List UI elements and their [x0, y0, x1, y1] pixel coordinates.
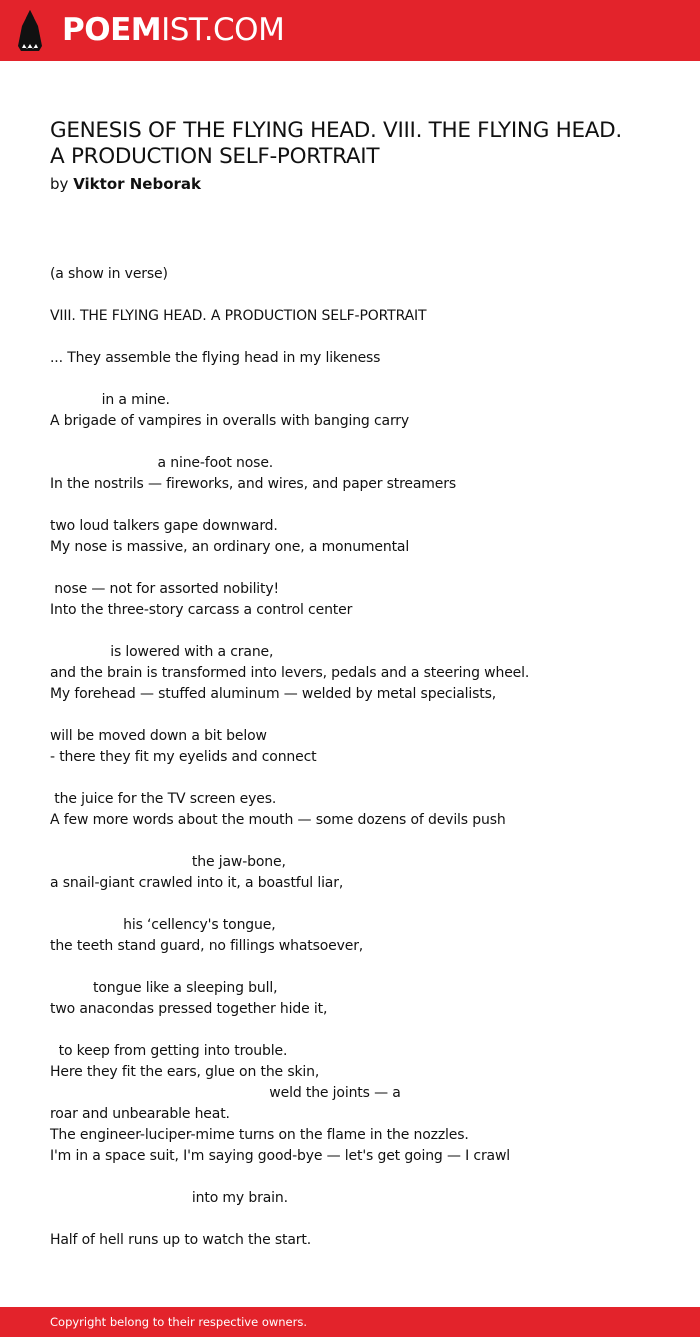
poem-title-line2: A PRODUCTION SELF-PORTRAIT: [50, 144, 380, 169]
poem-body: [50, 243, 680, 1251]
poem-line: a snail-giant crawled into it, a boastful liar,: [50, 875, 344, 891]
poem-line: into my brain.: [50, 1190, 288, 1206]
poem-line: the teeth stand guard, no fillings whatsoever,: [50, 938, 364, 954]
poem-line: [50, 327, 680, 348]
poem-line: to keep from getting into trouble.: [50, 1043, 288, 1059]
poem-line: [50, 285, 680, 306]
poem-title-line1: GENESIS OF THE FLYING HEAD. VIII. THE FLYING HEAD.: [50, 118, 622, 143]
copyright-text: Copyright belong to their respective owners.: [50, 1315, 308, 1329]
poem-line: [50, 1209, 680, 1230]
poem-line: two anacondas pressed together hide it,: [50, 1001, 328, 1017]
poem-line: [50, 1167, 680, 1188]
by-label: by: [50, 175, 69, 193]
poem-line: tongue like a sleeping bull,: [50, 980, 278, 996]
logo-bold-text: POEM: [62, 12, 162, 48]
poem-line: [50, 768, 680, 789]
poem-line: My forehead — stuffed aluminum — welded by metal specialists,: [50, 686, 497, 702]
site-footer: [0, 1307, 700, 1337]
byline: [50, 174, 201, 194]
poem-line: [50, 957, 680, 978]
poem-line: [50, 705, 680, 726]
poem-line: [50, 831, 680, 852]
poem-line: in a mine.: [50, 392, 170, 408]
poem-line: the jaw-bone,: [50, 854, 286, 870]
poem-line: VIII. THE FLYING HEAD. A PRODUCTION SELF-PORTRAIT: [50, 308, 427, 324]
site-header: [0, 0, 700, 61]
poem-line: A few more words about the mouth — some dozens of devils push: [50, 812, 506, 828]
poem-line: Into the three-story carcass a control center: [50, 602, 353, 618]
poem-line: [50, 495, 680, 516]
poem-title: [50, 118, 670, 170]
pencil-logo-icon[interactable]: [18, 10, 42, 51]
poem-line: - there they fit my eyelids and connect: [50, 749, 317, 765]
author-name[interactable]: Viktor Neborak: [73, 175, 202, 193]
poem-line: will be moved down a bit below: [50, 728, 267, 744]
poem-line: [50, 369, 680, 390]
poem-line: I'm in a space suit, I'm saying good-bye — let's get going — I crawl: [50, 1148, 511, 1164]
poem-line: Here they fit the ears, glue on the skin,: [50, 1064, 320, 1080]
poem-line: (a show in verse): [50, 266, 168, 282]
poem-line: In the nostrils — fireworks, and wires, and paper streamers: [50, 476, 457, 492]
poem-line: The engineer-luciper-mime turns on the flame in the nozzles.: [50, 1127, 469, 1143]
poem-line: and the brain is transformed into levers, pedals and a steering wheel.: [50, 665, 530, 681]
poem-line: a nine-foot nose.: [50, 455, 274, 471]
poem-line: roar and unbearable heat.: [50, 1106, 230, 1122]
poem-line: nose — not for assorted nobility!: [50, 581, 279, 597]
poem-line: ... They assemble the flying head in my likeness: [50, 350, 381, 366]
logo-light-text: IST.COM: [161, 12, 285, 48]
poem-line: A brigade of vampires in overalls with banging carry: [50, 413, 410, 429]
poem-line: My nose is massive, an ordinary one, a monumental: [50, 539, 410, 555]
poem-line: [50, 432, 680, 453]
poem-line: [50, 621, 680, 642]
poem-line: [50, 894, 680, 915]
poem-line: two loud talkers gape downward.: [50, 518, 278, 534]
poem-line: weld the joints — a: [50, 1085, 401, 1101]
poem-line: [50, 243, 680, 264]
poem-line: Half of hell runs up to watch the start.: [50, 1232, 312, 1248]
site-logo[interactable]: [62, 12, 284, 48]
poem-line: is lowered with a crane,: [50, 644, 274, 660]
poem-line: the juice for the TV screen eyes.: [50, 791, 277, 807]
poem-line: his ‘cellency's tongue,: [50, 917, 276, 933]
poem-line: [50, 558, 680, 579]
poem-line: [50, 1020, 680, 1041]
